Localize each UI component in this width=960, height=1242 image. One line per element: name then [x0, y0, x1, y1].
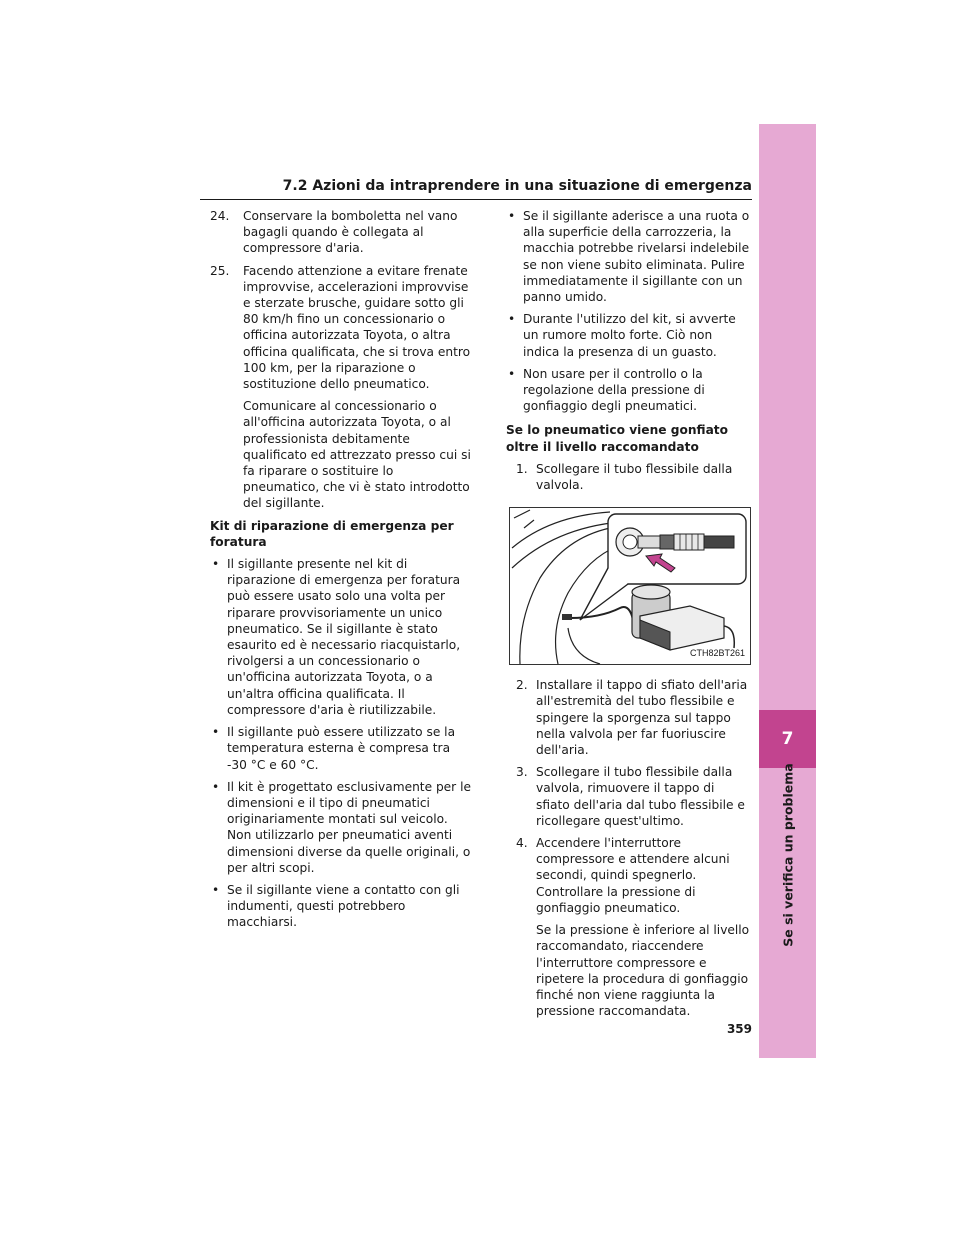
step-note: Se la pressione è inferiore al livello raccomandato, riaccendere l'interruttore compressore e ripetere la procedura di gonfiaggio finché non viene raggiunta la pressione raccomandata. [536, 923, 750, 1019]
step-text: Scollegare il tubo flessibile dalla valvola, rimuovere il tappo di sfiato dell'aria dal tubo flessibile e ricollegare quest'ultimo. [536, 765, 745, 828]
chapter-number: 7 [781, 729, 794, 749]
list-item: • Il kit è progettato esclusivamente per le dimensioni e il tipo di pneumatici originariamente montati sul veicolo. Non utilizzarlo per pneumatici aventi dimensioni diverse da quelle originali, o per altri scopi. [210, 779, 472, 876]
list-item: • Durante l'utilizzo del kit, si avverte un rumore molto forte. Ciò non indica la presenza di un guasto. [506, 311, 752, 360]
right-column [506, 208, 752, 1025]
step-text: Facendo attenzione a evitare frenate improvvise, accelerazioni improvvise e sterzate brusche, guidare sotto gli 80 km/h fino un concessionario o officina autorizzata Toyota, o altra officina qualificata, che si trova entro 100 km, per la riparazione o sostituzione dello pneumatico. [243, 263, 471, 392]
step-text: Accendere l'interruttore compressore e attendere alcuni secondi, quindi spegnerlo. Controllare la pressione di gonfiaggio pneumatico. [536, 836, 730, 915]
overinflated-heading: Se lo pneumatico viene gonfiato oltre il livello raccomandato [506, 423, 728, 454]
step-number: 24. [210, 209, 230, 223]
section-header: 7.2 Azioni da intraprendere in una situazione di emergenza [200, 178, 752, 200]
step-number: 2. [516, 678, 528, 693]
list-item: • Se il sigillante aderisce a una ruota o alla superficie della carrozzeria, la macchia potrebbe rivelarsi indelebile se non viene subito eliminata. Pulire immediatamente il sigillante con un panno umido. [506, 208, 752, 305]
list-item: • Se il sigillante viene a contatto con gli indumenti, questi potrebbero macchiarsi. [210, 882, 472, 931]
step-1 [516, 461, 752, 493]
step-24 [210, 208, 472, 257]
step-text: Scollegare il tubo flessibile dalla valvola. [536, 461, 733, 493]
step-note: Comunicare al concessionario o all'officina autorizzata Toyota, o al professionista debitamente qualificato ed attrezzato presso cui si fa riparare o sostituire lo pneumatico, che vi è stato introdotto del sigillante. [243, 399, 471, 511]
step-text: Conservare la bomboletta nel vano bagagli quando è collegata al compressore d'aria. [243, 209, 458, 256]
step-number: 4. [516, 836, 528, 851]
list-item: • Il sigillante può essere utilizzato se la temperatura esterna è compresa tra -30 °C e 60 °C. [210, 724, 472, 773]
illustration-compressor-valve [509, 507, 751, 665]
page-number: 359 [726, 1022, 752, 1036]
illustration-drawing [510, 508, 750, 664]
kit-heading: Kit di riparazione di emergenza per foratura [210, 518, 454, 549]
list-item: • Il sigillante presente nel kit di riparazione di emergenza per foratura può essere usato solo una volta per riparare provvisoriamente un unico pneumatico. Se il sigillante è stato esaurito ed è necessario riacquistarlo, rivolgersi a un concessionario o un'officina autorizzata Toyota, o a un'altra officina qualificata. Il compressore d'aria è riutilizzabile. [210, 556, 472, 718]
step-number: 3. [516, 765, 528, 780]
chapter-title-vertical: Se si verifica un problema [780, 763, 796, 947]
step-2 [516, 677, 752, 758]
step-25 [210, 263, 472, 512]
step-3 [516, 764, 752, 829]
left-column [210, 208, 472, 937]
step-number: 1. [516, 461, 528, 476]
list-item: • Non usare per il controllo o la regolazione della pressione di gonfiaggio degli pneumatici. [506, 366, 752, 415]
chapter-number-tab [759, 710, 816, 768]
step-number: 25. [210, 263, 230, 278]
step-4 [516, 835, 752, 1019]
figure-code: CTH82BT261 [689, 648, 745, 659]
step-text: Installare il tappo di sfiato dell'aria all'estremità del tubo flessibile e spingere la sporgenza sul tappo nella valvola per far fuoriuscire dell'aria. [536, 678, 748, 758]
